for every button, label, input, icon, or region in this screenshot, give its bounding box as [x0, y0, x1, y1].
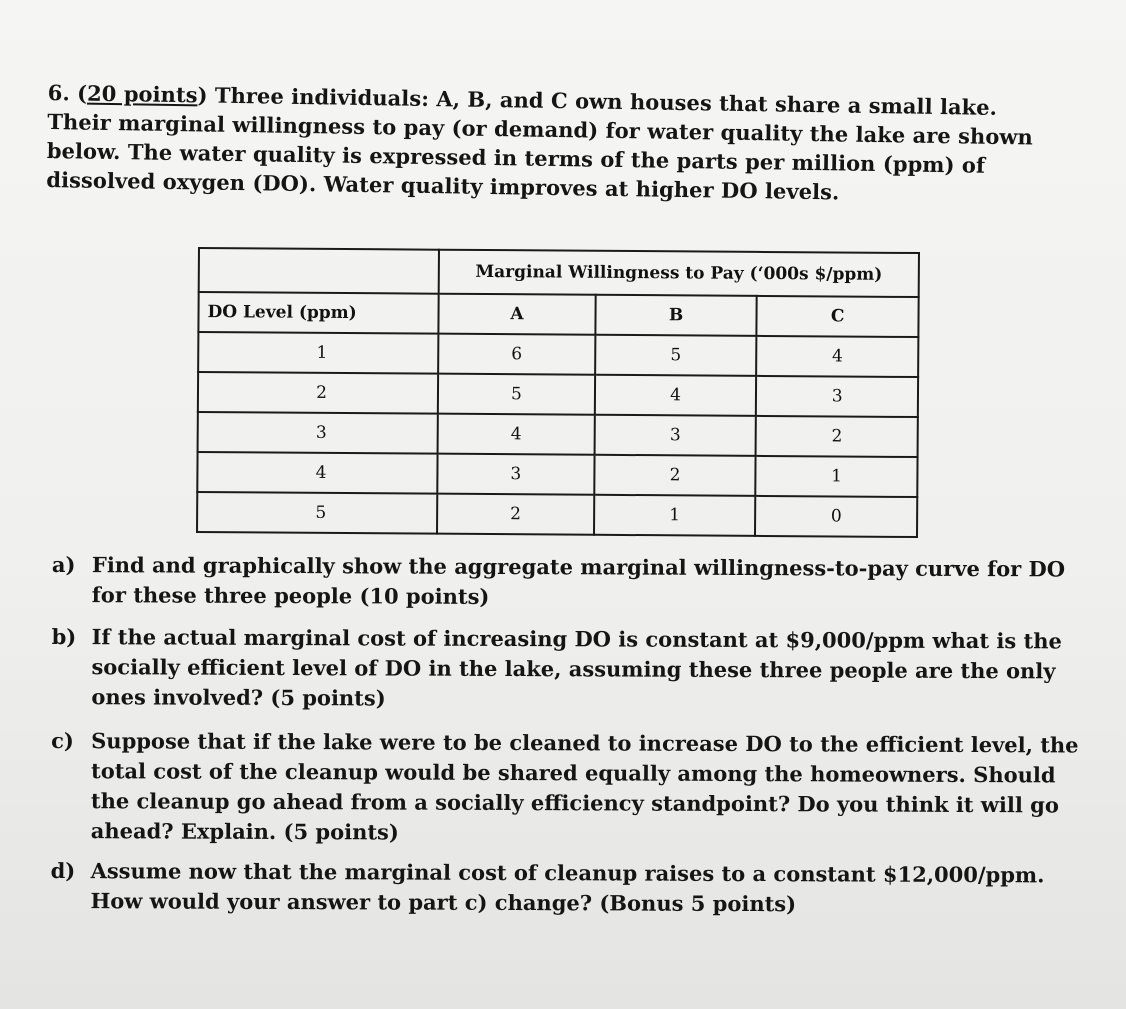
- cell-a: 5: [438, 374, 595, 415]
- header-c: C: [757, 296, 919, 337]
- question-number: 6. (: [47, 79, 88, 106]
- willingness-to-pay-table: [196, 247, 920, 538]
- header-a: A: [438, 294, 595, 335]
- part-letter: d): [50, 857, 76, 884]
- cell-b: 5: [595, 335, 757, 376]
- table-corner-cell: [199, 248, 439, 294]
- cell-a: 4: [438, 414, 595, 455]
- cell-do: 4: [197, 452, 437, 494]
- table-row: [197, 492, 917, 537]
- cell-b: 1: [594, 495, 756, 536]
- part-d: [50, 856, 1100, 921]
- part-c: [51, 726, 1102, 851]
- question-text: ) Three individuals: A, B, and C own houses that share a small lake. Their marginal willingness to pay (or demand) for water quality the lake are shown below. The water quality is expressed in terms of the parts per million (ppm) of dissolved oxygen (DO). Water quality improves at higher DO levels.: [46, 82, 1034, 205]
- cell-a: 3: [437, 454, 594, 495]
- cell-a: 6: [438, 334, 595, 375]
- part-letter: c): [51, 727, 74, 754]
- part-text: If the actual marginal cost of increasing DO is constant at $9,000/ppm what is the socially efficient level of DO in the lake, assuming these three people are the only ones involved? (5 points): [91, 624, 1062, 711]
- cell-c: 3: [756, 376, 918, 417]
- cell-c: 1: [756, 456, 918, 497]
- table-row: [198, 332, 918, 377]
- cell-do: 5: [197, 492, 437, 534]
- table-row: [197, 452, 917, 497]
- cell-do: 1: [198, 332, 438, 374]
- part-letter: a): [51, 552, 76, 578]
- table-title: Marginal Willingness to Pay (‘000s $/ppm): [439, 250, 919, 297]
- cell-c: 0: [755, 496, 917, 537]
- cell-c: 2: [756, 416, 918, 457]
- cell-c: 4: [757, 336, 919, 377]
- header-do-level: DO Level (ppm): [198, 292, 438, 334]
- cell-a: 2: [437, 494, 594, 535]
- question-parts: [50, 550, 1102, 931]
- cell-do: 2: [198, 372, 438, 414]
- table-row: [198, 412, 918, 457]
- question-points: 20 points: [86, 80, 198, 108]
- header-b: B: [595, 295, 757, 336]
- cell-b: 3: [594, 415, 756, 456]
- table-row: [198, 372, 918, 417]
- part-text: Suppose that if the lake were to be cleaned to increase DO to the efficient level, the total cost of the cleanup would be shared equally among the homeowners. Should the cleanup go ahead from a socially efficiency standpoint? Do you think it will go ahead? Explain. (5 points): [90, 728, 1079, 845]
- cell-b: 2: [594, 455, 756, 496]
- cell-b: 4: [595, 375, 757, 416]
- cell-do: 3: [198, 412, 438, 454]
- part-b: [51, 622, 1101, 717]
- question-intro: [46, 78, 1058, 210]
- part-text: Find and graphically show the aggregate marginal willingness-to-pay curve for DO for these three people (10 points): [91, 552, 1066, 609]
- part-a: [52, 550, 1102, 615]
- part-letter: b): [51, 623, 77, 650]
- part-text: Assume now that the marginal cost of cleanup raises to a constant $12,000/ppm. How would your answer to part c) change? (Bonus 5 points): [90, 858, 1045, 917]
